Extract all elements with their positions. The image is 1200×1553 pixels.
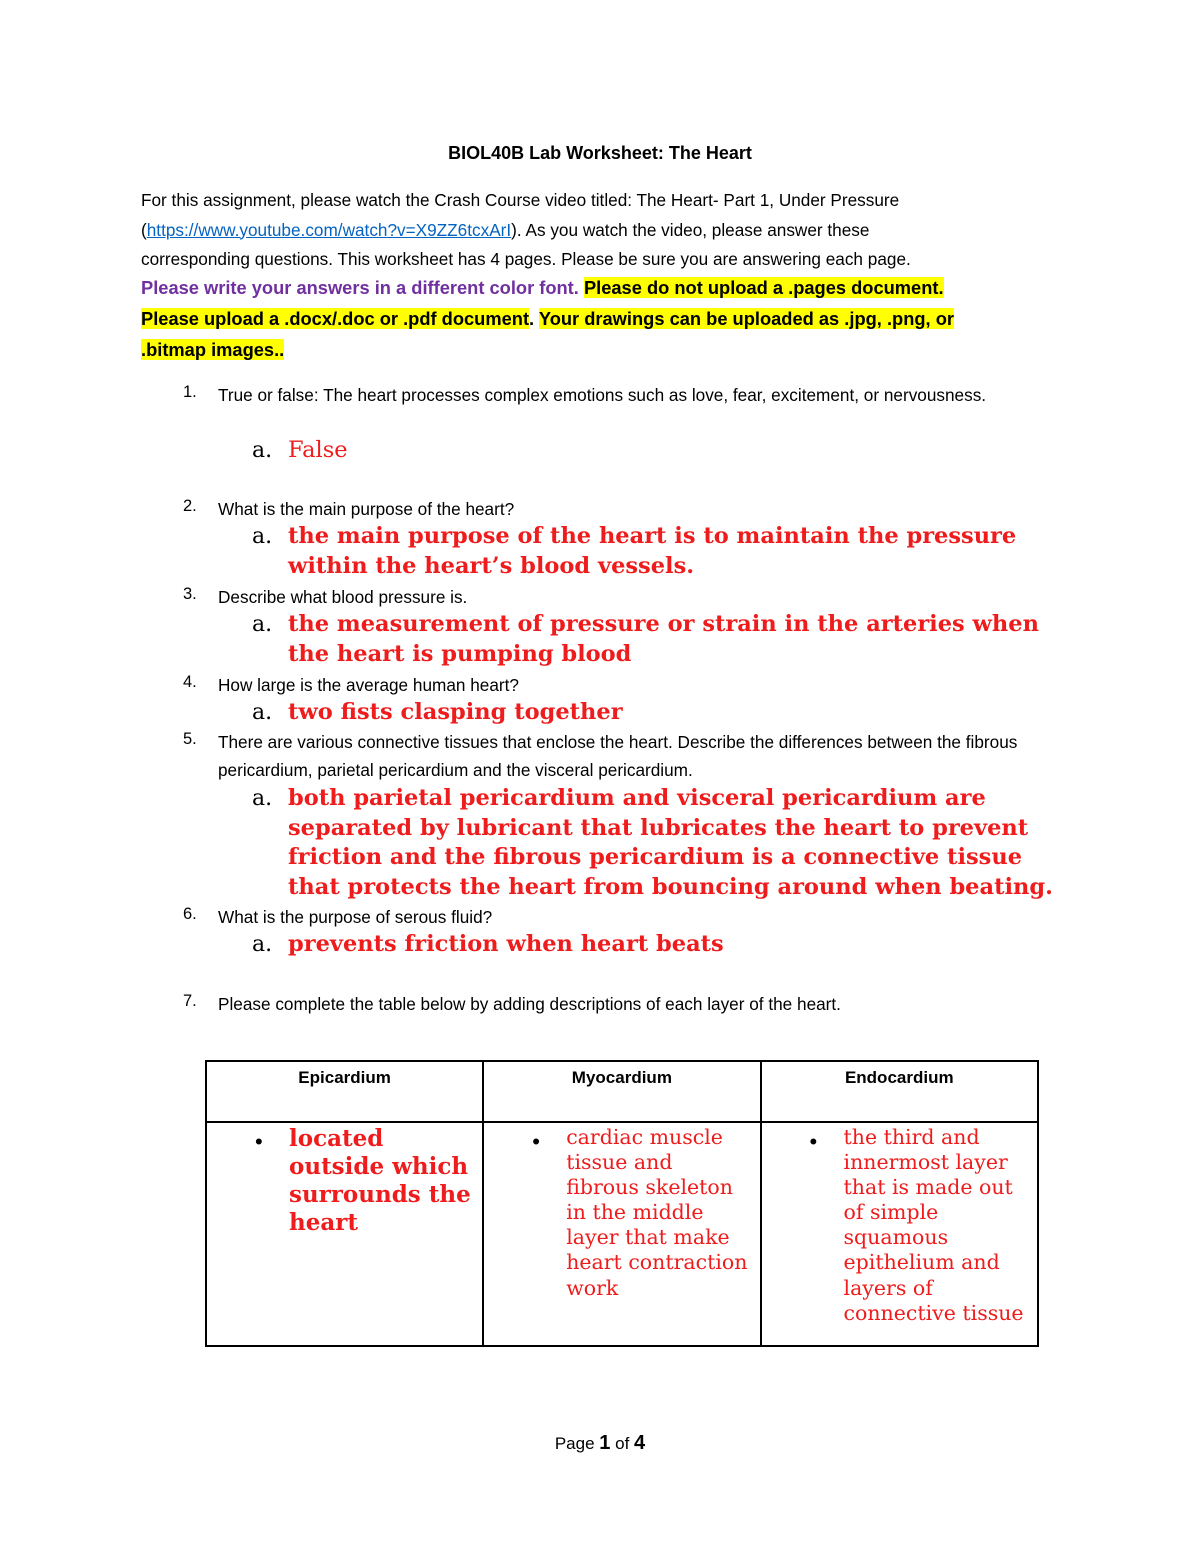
bullet: • — [255, 1129, 263, 1154]
table-row — [206, 1122, 1038, 1346]
question-number: 3. — [183, 585, 197, 603]
question-text: Please complete the table below by adding descriptions of each layer of the heart. — [218, 994, 841, 1014]
intro-open-paren: ( — [141, 219, 147, 240]
header-epicardium: Epicardium — [206, 1061, 483, 1122]
question-number: 7. — [183, 992, 197, 1010]
upload-format-instruction: Please upload a .docx/.doc or .pdf document — [141, 308, 530, 329]
page-number: 1 — [599, 1432, 611, 1454]
table-header-row — [206, 1061, 1038, 1122]
question-text: True or false: The heart processes complex emotions such as love, fear, excitement, or nervousness. — [218, 385, 987, 405]
answer-letter: a. — [252, 524, 273, 549]
question-number: 4. — [183, 673, 197, 691]
endocardium-description: the third and innermost layer that is made out of simple squamous epithelium and layers of connective tissue — [843, 1125, 1024, 1325]
answer-text: both parietal pericardium and visceral pericardium are separated by lubricant that lubricates the heart to prevent friction and the fibrous pericardium is a connective tissue that protects the heart from bouncing around when beating. — [288, 785, 1053, 900]
question-text: What is the purpose of serous fluid? — [218, 907, 493, 927]
answer-text: prevents friction when heart beats — [288, 931, 724, 957]
question-number: 5. — [183, 730, 197, 748]
worksheet-title: BIOL40B Lab Worksheet: The Heart — [448, 143, 752, 163]
submission-notice — [141, 272, 1061, 365]
upload-format-period: . — [529, 308, 535, 329]
bitmap-format-instruction: .bitmap images.. — [141, 339, 285, 360]
intro-paragraph — [141, 186, 1061, 275]
header-myocardium: Myocardium — [483, 1061, 760, 1122]
of-label: of — [615, 1434, 630, 1453]
cell-endocardium — [761, 1122, 1038, 1346]
answer-letter: a. — [252, 786, 273, 811]
myocardium-description: cardiac muscle tissue and fibrous skeleton in the middle layer that make heart contraction work — [566, 1125, 748, 1300]
page-total: 4 — [634, 1432, 646, 1454]
question-number: 2. — [183, 497, 197, 515]
answer-letter: a. — [252, 700, 273, 725]
header-endocardium: Endocardium — [761, 1061, 1038, 1122]
question-text: Describe what blood pressure is. — [218, 587, 468, 607]
answer-text: two fists clasping together — [288, 699, 623, 725]
drawings-format-instruction: Your drawings can be uploaded as .jpg, .png, or — [538, 308, 954, 329]
answer-letter: a. — [252, 932, 273, 957]
question-text: There are various connective tissues that enclose the heart. Describe the differences between the fibrous pericardium, parietal pericardium and the visceral pericardium. — [218, 732, 1018, 780]
heart-layers-table — [205, 1060, 1039, 1347]
no-pages-warning: Please do not upload a .pages document. — [583, 277, 944, 298]
answer-color-instruction: Please write your answers in a different color font. — [141, 277, 579, 298]
answer-text: False — [288, 437, 348, 463]
question-number: 1. — [183, 383, 197, 401]
answer-letter: a. — [252, 438, 273, 463]
page-footer — [0, 1432, 1200, 1455]
answer-text: the measurement of pressure or strain in the arteries when the heart is pumping blood — [288, 611, 1039, 667]
question-text: What is the main purpose of the heart? — [218, 499, 515, 519]
cell-epicardium — [206, 1122, 483, 1346]
answer-letter: a. — [252, 612, 273, 637]
page-label: Page — [554, 1434, 595, 1453]
epicardium-description: located outside which surrounds the heart — [289, 1125, 471, 1236]
bullet: • — [809, 1129, 818, 1154]
intro-after-link: ). As you watch the video, please answer these — [511, 219, 870, 240]
question-number: 6. — [183, 905, 197, 923]
cell-myocardium — [483, 1122, 760, 1346]
bullet: • — [532, 1129, 540, 1154]
intro-line-3: corresponding questions. This worksheet has 4 pages. Please be sure you are answering each page. — [141, 249, 911, 269]
intro-line-1: For this assignment, please watch the Crash Course video titled: The Heart- Part 1, Under Pressure — [141, 190, 900, 210]
question-text: How large is the average human heart? — [218, 675, 519, 695]
video-link[interactable]: https://www.youtube.com/watch?v=X9ZZ6tcxArI — [146, 219, 512, 240]
answer-text: the main purpose of the heart is to maintain the pressure within the heart’s blood vessels. — [288, 523, 1017, 579]
